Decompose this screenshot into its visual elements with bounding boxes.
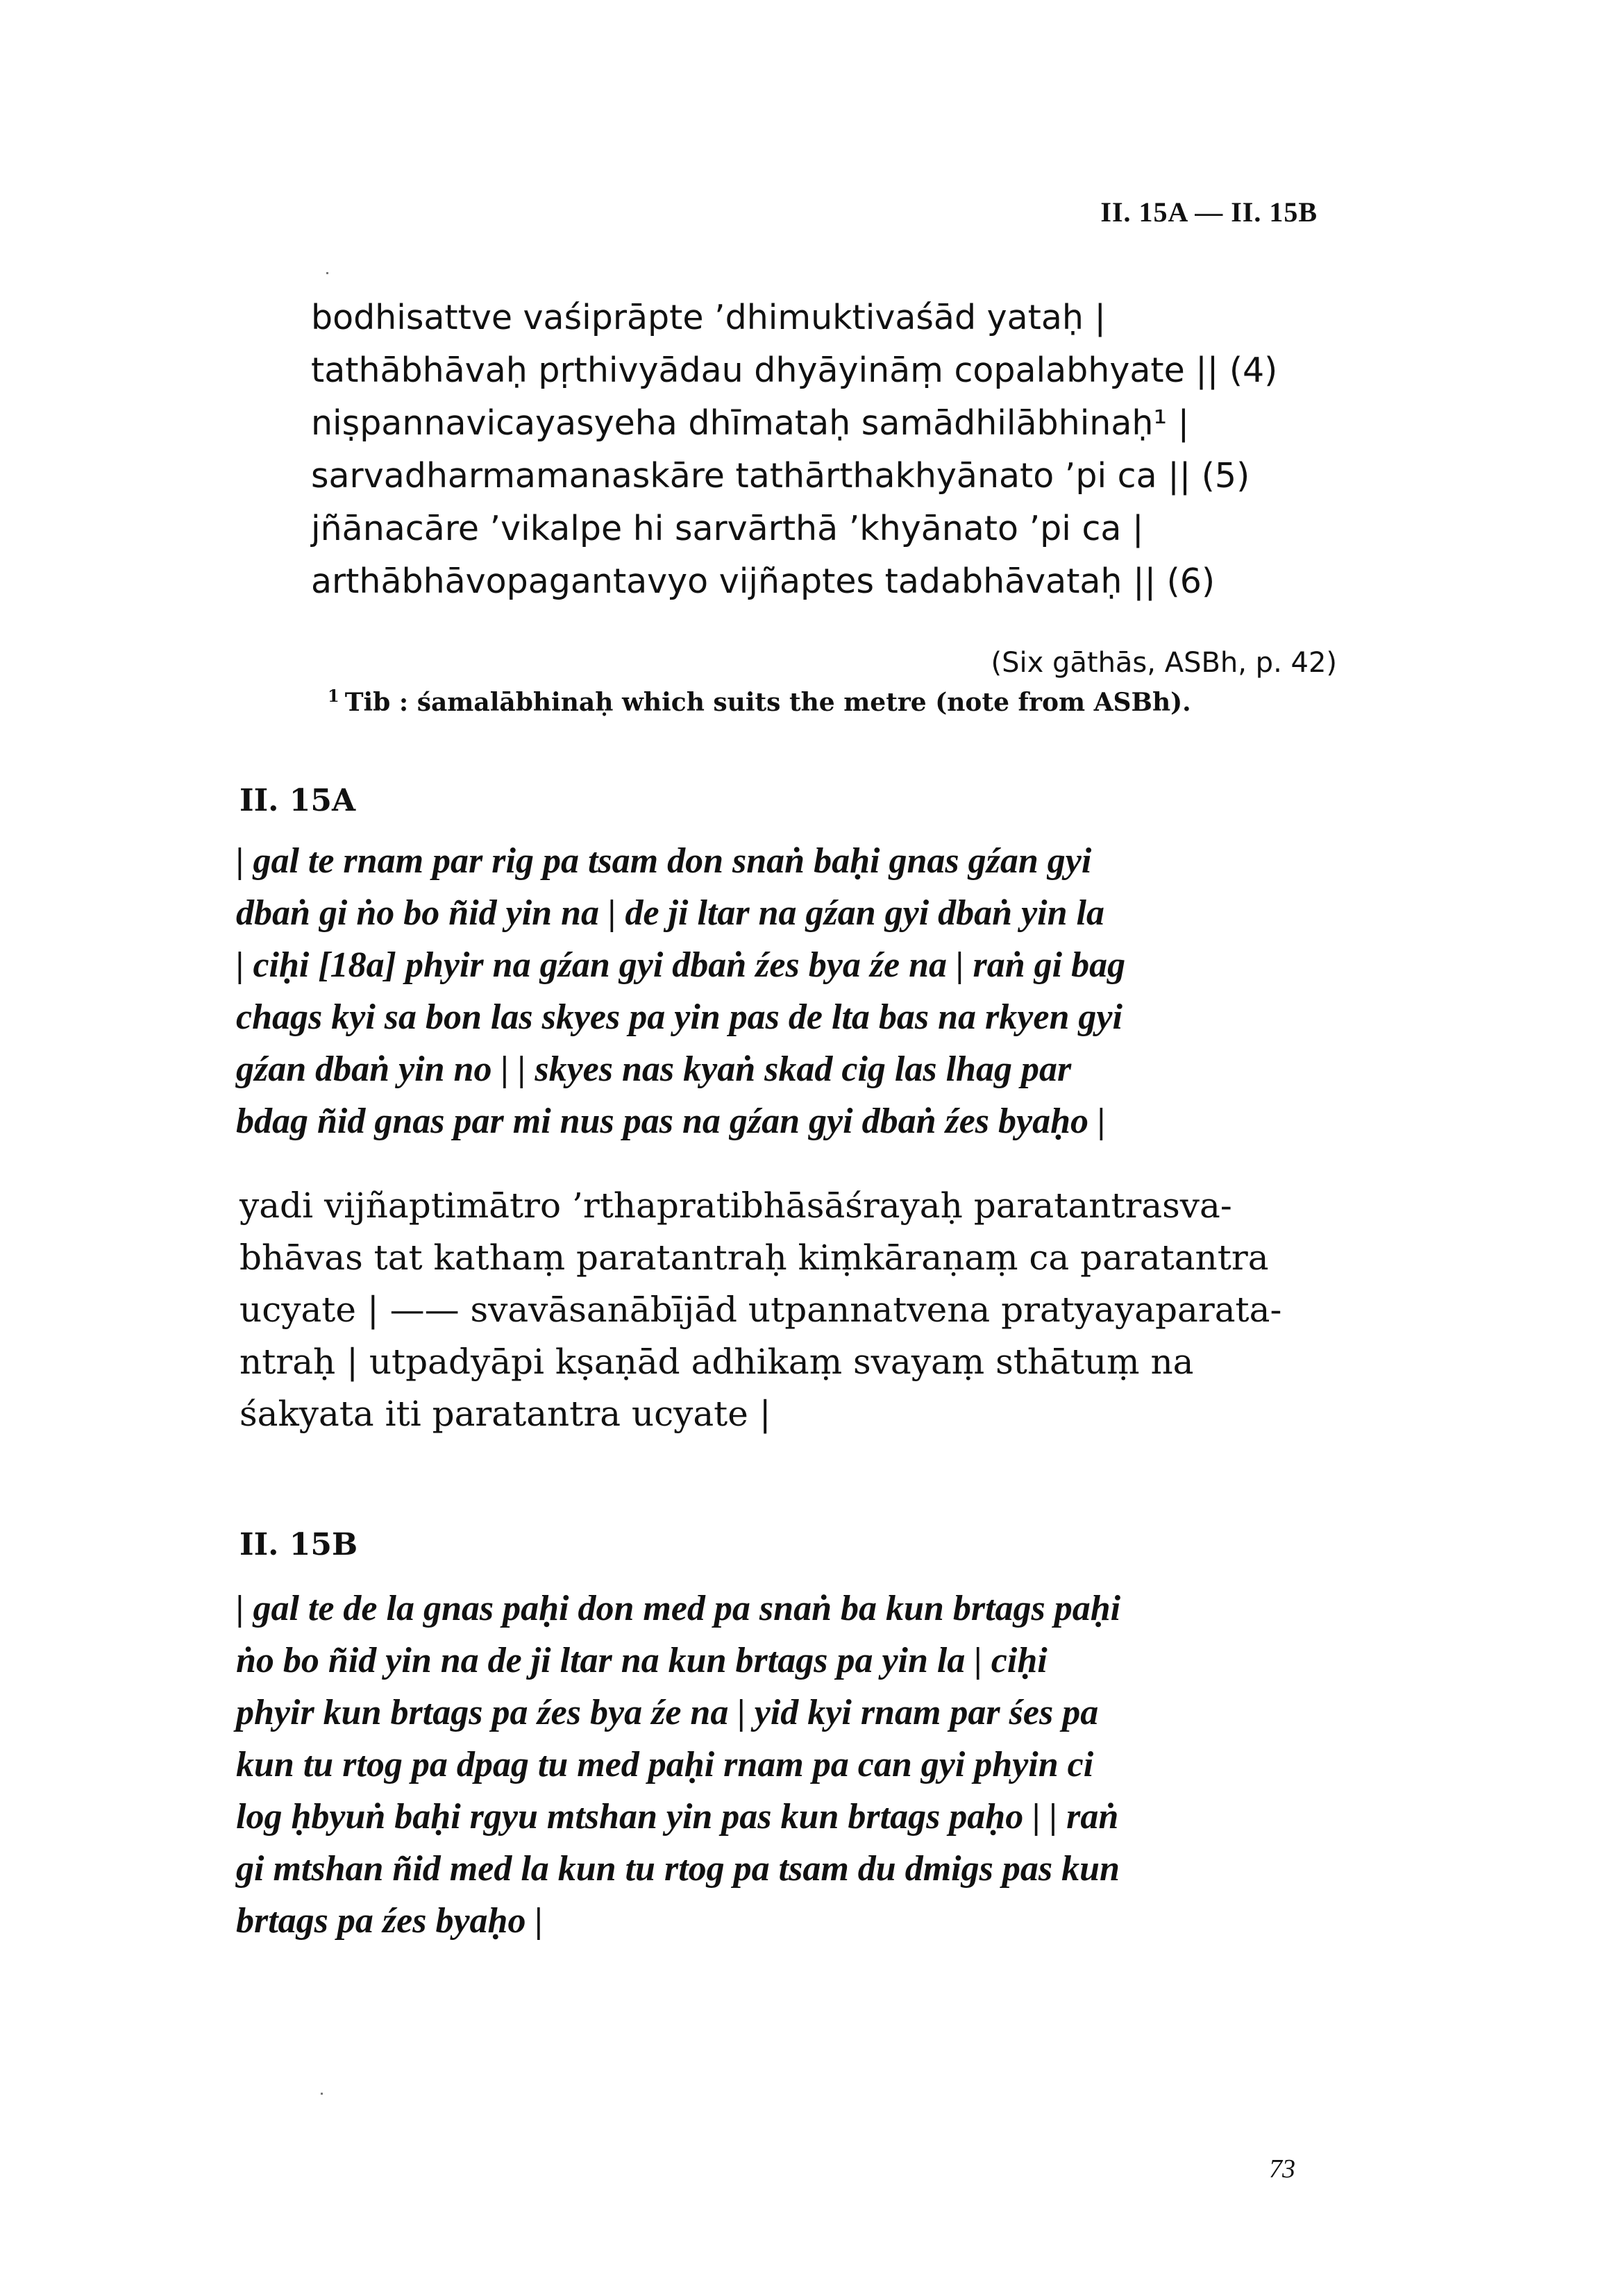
verse-line: sarvadharmamanaskāre tathārthakhyānato ’pi ca || (5) <box>311 456 1250 496</box>
tibetan-line: ṅo bo ñid yin na de ji ltar na kun brtags pa yin la | ciḥi <box>236 1641 1048 1680</box>
scan-speck <box>326 272 328 274</box>
footnote-marker: 1 <box>328 686 339 706</box>
tibetan-text-15a <box>236 835 1347 1147</box>
verse-line: jñānacāre ’vikalpe hi sarvārthā ’khyānato ’pi ca | <box>311 509 1144 548</box>
verse-line: arthābhāvopagantavyo vijñaptes tadabhāvataḥ || (6) <box>311 562 1216 601</box>
tibetan-line: | ciḥi [18a] phyir na gźan gyi dbaṅ źes bya źe na | raṅ gi bag <box>236 945 1126 985</box>
tibetan-line: bdag ñid gnas par mi nus pas na gźan gyi dbaṅ źes byaḥo | <box>236 1101 1106 1141</box>
source-note: (Six gāthās, ASBh, p. 42) <box>991 647 1337 679</box>
tibetan-line: | gal te de la gnas paḥi don med pa snaṅ ba kun brtags paḥi <box>236 1589 1121 1628</box>
verse-block <box>311 292 1352 608</box>
tibetan-line: gźan dbaṅ yin no | | skyes nas kyaṅ skad cig las lhag par <box>236 1049 1072 1089</box>
sanskrit-prose <box>239 1180 1364 1440</box>
tibetan-line: log ḥbyuṅ baḥi rgyu mtshan yin pas kun brtags paḥo | | raṅ <box>236 1797 1119 1837</box>
tibetan-line: gi mtshan ñid med la kun tu rtog pa tsam du dmigs pas kun <box>236 1849 1120 1889</box>
sanskrit-line: ntraḥ | utpadyāpi kṣaṇād adhikaṃ svayaṃ sthātuṃ na <box>239 1342 1194 1382</box>
scan-speck <box>321 2093 323 2095</box>
section-heading-15b: II. 15B <box>239 1527 358 1562</box>
footnote <box>328 686 1191 717</box>
section-heading-15a: II. 15A <box>239 783 356 818</box>
tibetan-line: kun tu rtog pa dpag tu med paḥi rnam pa can gyi phyin ci <box>236 1745 1094 1784</box>
sanskrit-line: bhāvas tat kathaṃ paratantraḥ kiṃkāraṇaṃ ca paratantra <box>239 1238 1269 1278</box>
verse-line: niṣpannavicayasyeha dhīmataḥ samādhilābhinaḥ¹ | <box>311 403 1190 443</box>
tibetan-line: phyir kun brtags pa źes bya źe na | yid kyi rnam par śes pa <box>236 1693 1099 1732</box>
sanskrit-line: ucyate | —— svavāsanābījād utpannatvena pratyayaparata- <box>239 1290 1282 1330</box>
running-head: II. 15A — II. 15B <box>1100 196 1318 228</box>
sanskrit-line: śakyata iti paratantra ucyate | <box>239 1394 771 1434</box>
footnote-text: Tib : śamalābhinaḥ which suits the metre (note from ASBh). <box>344 688 1191 717</box>
verse-line: tathābhāvaḥ pṛthivyādau dhyāyināṃ copalabhyate || (4) <box>311 351 1278 390</box>
tibetan-line: | gal te rnam par rig pa tsam don snaṅ baḥi gnas gźan gyi <box>236 841 1092 881</box>
page-number: 73 <box>1269 2154 1295 2184</box>
tibetan-line: chags kyi sa bon las skyes pa yin pas de lta bas na rkyen gyi <box>236 997 1122 1037</box>
tibetan-text-15b <box>236 1582 1347 1947</box>
tibetan-line: dbaṅ gi ṅo bo ñid yin na | de ji ltar na gźan gyi dbaṅ yin la <box>236 893 1104 933</box>
tibetan-line: brtags pa źes byaḥo | <box>236 1901 543 1941</box>
verse-line: bodhisattve vaśiprāpte ’dhimuktivaśād yataḥ | <box>311 298 1107 337</box>
sanskrit-line: yadi vijñaptimātro ’rthapratibhāsāśrayaḥ paratantrasva- <box>239 1185 1232 1226</box>
